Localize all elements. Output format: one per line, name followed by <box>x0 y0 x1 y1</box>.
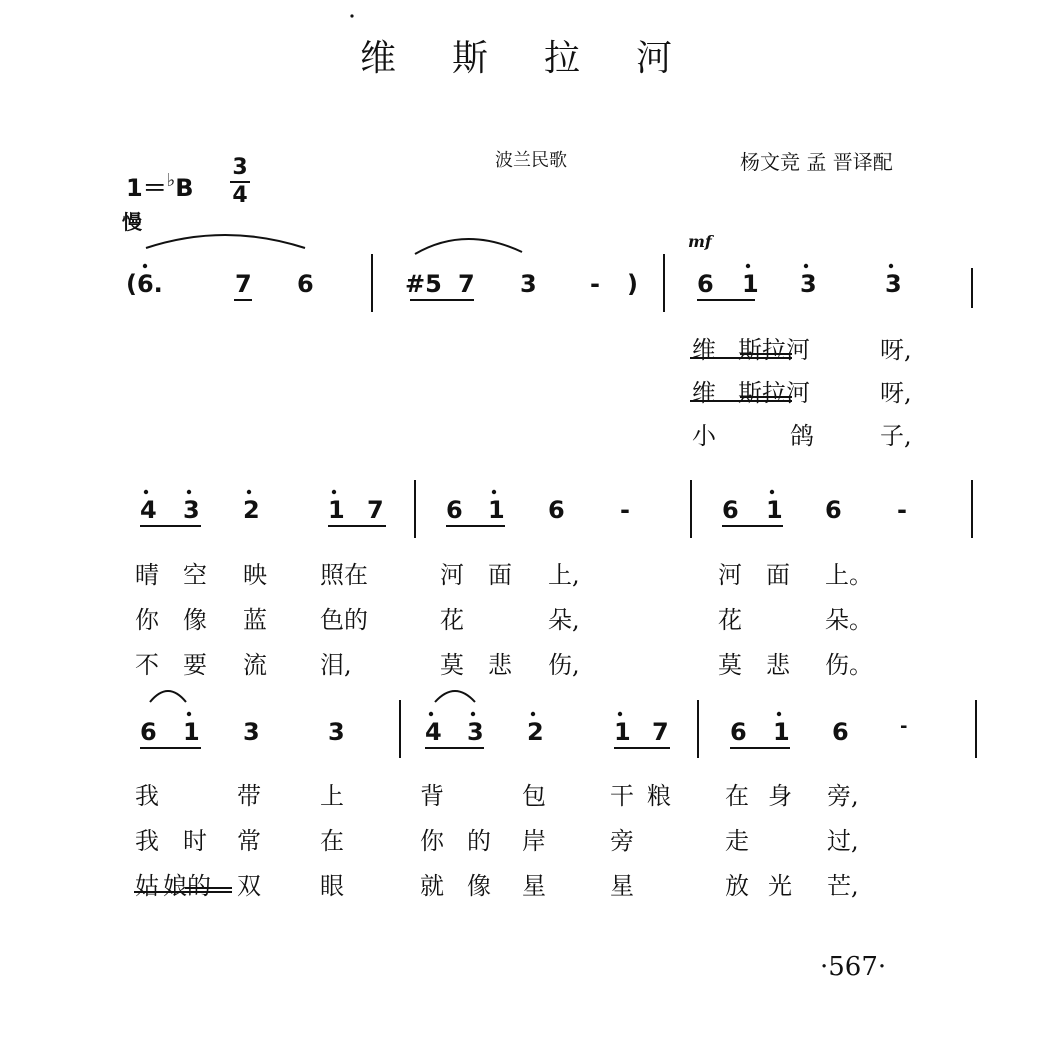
note: - <box>590 270 600 298</box>
lyric: 不 <box>135 651 159 679</box>
note: 6 <box>730 718 747 746</box>
lyric: 背 <box>420 782 444 810</box>
note: 6 <box>697 270 714 298</box>
note: 3 <box>885 270 902 298</box>
lyric: 照在 <box>320 561 368 589</box>
lyric: 眼 <box>320 872 344 900</box>
lyric: 像 <box>467 872 491 900</box>
lyric: 我 <box>135 782 159 810</box>
lyric: 时 <box>183 827 207 855</box>
note: 1 <box>183 718 200 746</box>
lyric: 你 <box>420 827 444 855</box>
lyric: 上 <box>320 782 344 810</box>
note: 1 <box>766 496 783 524</box>
lyric: 常 <box>237 827 261 855</box>
note: 1 <box>328 496 345 524</box>
slur <box>150 691 186 702</box>
lyric: 斯拉河 <box>738 336 810 364</box>
lyric: 呀, <box>880 336 912 364</box>
note: 6 <box>446 496 463 524</box>
lyric: 娘的 <box>163 872 211 900</box>
note: 1 <box>773 718 790 746</box>
lyric: 光 <box>768 872 792 900</box>
note: ) <box>627 270 638 298</box>
lyric: 星 <box>610 872 634 900</box>
lyric: 伤, <box>548 651 580 679</box>
lyric: 包 <box>522 782 546 810</box>
lyric: 鸽 <box>790 422 814 450</box>
lyric: 朵。 <box>825 606 873 634</box>
page-number: ·567· <box>820 952 887 982</box>
note: 4 <box>425 718 442 746</box>
lyric: 像 <box>183 606 207 634</box>
note: 6 <box>832 718 849 746</box>
slur <box>146 235 305 248</box>
lyric: 蓝 <box>243 606 267 634</box>
note: 1 <box>614 718 631 746</box>
lyric: 花 <box>440 606 464 634</box>
note: - <box>897 496 907 524</box>
note: 6 <box>722 496 739 524</box>
lyric: 莫 <box>440 651 464 679</box>
lyric: 伤。 <box>825 651 873 679</box>
lyric: 悲 <box>488 651 512 679</box>
lyric: 莫 <box>718 651 742 679</box>
lyric: 岸 <box>522 827 546 855</box>
lyric: 放 <box>725 872 749 900</box>
key-signature: 1＝♭B <box>126 170 194 202</box>
lyric: 干 <box>610 782 634 810</box>
lyric: 过, <box>827 827 859 855</box>
lyric: 晴 <box>135 561 159 589</box>
lyric: 身 <box>768 782 792 810</box>
note: (6. <box>126 270 163 298</box>
song-title: 维 斯 拉 河 <box>360 38 673 79</box>
lyric: 姑 <box>135 872 159 900</box>
dynamic-marking: mf <box>688 232 712 251</box>
lyric: 朵, <box>548 606 580 634</box>
note: 3 <box>467 718 484 746</box>
lyric: 就 <box>420 872 444 900</box>
note: 7 <box>458 270 475 298</box>
note: 6 <box>825 496 842 524</box>
note: 7 <box>652 718 669 746</box>
slur <box>415 239 522 254</box>
lyric: 映 <box>243 561 267 589</box>
lyric: 上。 <box>825 561 873 589</box>
note: 3 <box>520 270 537 298</box>
translator-credit: 杨文竞 孟 晋译配 <box>740 150 893 174</box>
lyric: 斯拉河 <box>738 379 810 407</box>
lyric: 在 <box>725 782 749 810</box>
tempo-marking: 慢 <box>122 210 142 234</box>
song-origin: 波兰民歌 <box>495 150 567 171</box>
lyric: 双 <box>237 872 261 900</box>
note: 2 <box>527 718 544 746</box>
note: 6 <box>140 718 157 746</box>
lyric: 泪, <box>320 651 352 679</box>
lyric: 在 <box>320 827 344 855</box>
note: #5 <box>405 270 442 298</box>
note: 7 <box>235 270 252 298</box>
time-signature: 3 4 <box>230 156 250 208</box>
note: 3 <box>800 270 817 298</box>
lyric: 的 <box>467 827 491 855</box>
lyric: 旁, <box>827 782 859 810</box>
lyric: 流 <box>243 651 267 679</box>
note: 2 <box>243 496 260 524</box>
note: 3 <box>328 718 345 746</box>
lyric: 色的 <box>320 606 368 634</box>
lyric: 河 <box>718 561 742 589</box>
note: - <box>620 496 630 524</box>
lyric: 维 <box>692 379 716 407</box>
lyric: 呀, <box>880 379 912 407</box>
note: 1 <box>488 496 505 524</box>
lyric: 维 <box>692 336 716 364</box>
lyric: 你 <box>135 606 159 634</box>
lyric: 要 <box>183 651 207 679</box>
note: - <box>900 716 908 737</box>
slur <box>435 691 475 702</box>
lyric: 河 <box>440 561 464 589</box>
lyric: 带 <box>237 782 261 810</box>
note: 4 <box>140 496 157 524</box>
note: 6 <box>548 496 565 524</box>
lyric: 悲 <box>766 651 790 679</box>
lyric: 小 <box>692 422 716 450</box>
lyric: 面 <box>488 561 512 589</box>
lyric: 我 <box>135 827 159 855</box>
note: 7 <box>367 496 384 524</box>
lyric: 子, <box>880 422 912 450</box>
note: 3 <box>243 718 260 746</box>
lyric: 空 <box>183 561 207 589</box>
lyric: 星 <box>522 872 546 900</box>
lyric: 走 <box>725 827 749 855</box>
lyric: 旁 <box>610 827 634 855</box>
lyric: 芒, <box>827 872 859 900</box>
lyric: 面 <box>766 561 790 589</box>
lyric: 粮 <box>647 782 671 810</box>
lyric: 上, <box>548 561 580 589</box>
note: 3 <box>183 496 200 524</box>
note: 1 <box>742 270 759 298</box>
lyric: 花 <box>718 606 742 634</box>
note: 6 <box>297 270 314 298</box>
